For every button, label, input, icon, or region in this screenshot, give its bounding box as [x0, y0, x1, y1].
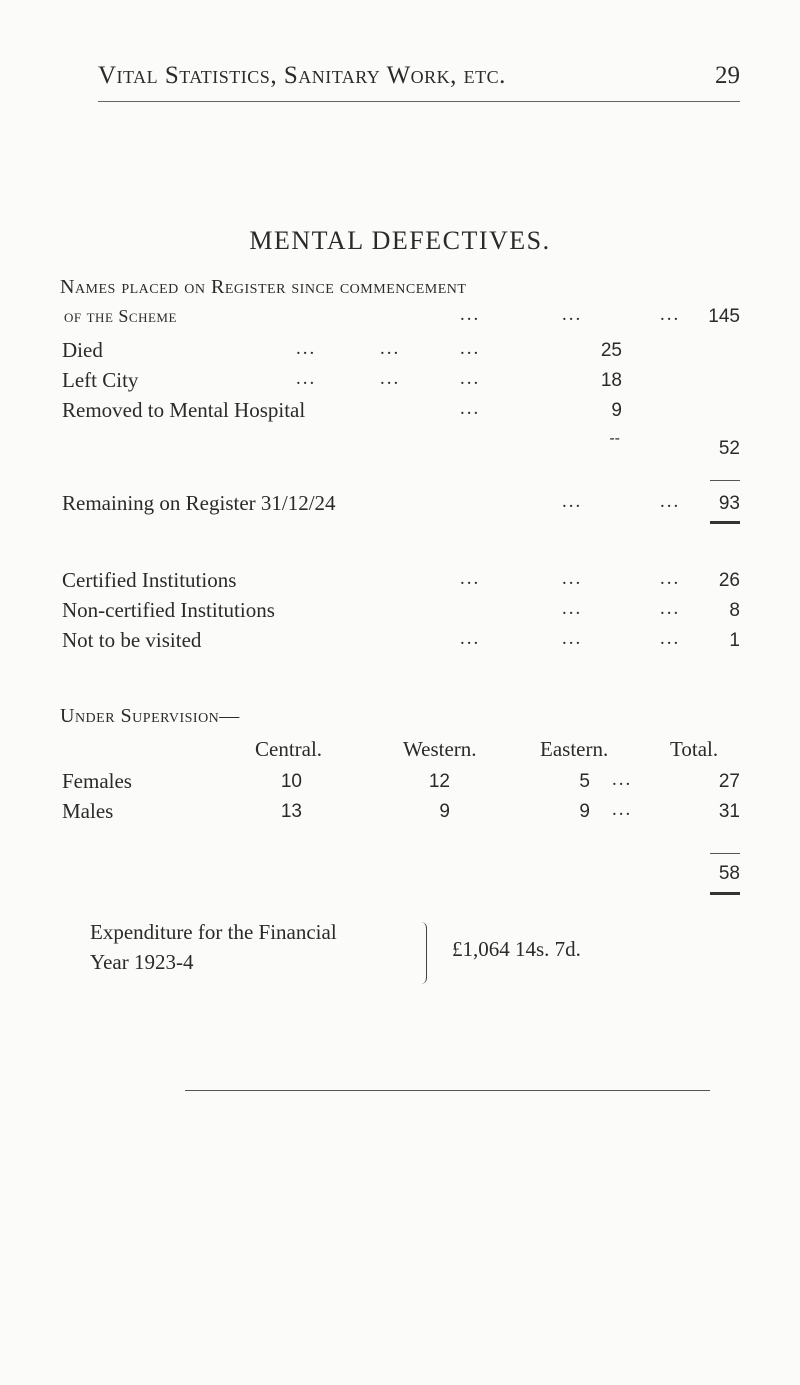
removals-subtotal-dash: --: [609, 430, 620, 447]
expenditure-label-line1: Expenditure for the Financial: [90, 920, 337, 944]
register-heading-line2: of the Scheme: [64, 306, 177, 326]
leader-dots: ...: [660, 598, 681, 619]
column-header-western: Western.: [403, 737, 477, 761]
leader-dots: ...: [660, 304, 681, 325]
leader-dots: ...: [460, 368, 481, 389]
leader-dots: ...: [562, 304, 583, 325]
leader-dots: ...: [562, 598, 583, 619]
institution-label-not-visited: Not to be visited: [62, 628, 202, 652]
leader-dots: ...: [612, 799, 633, 820]
supervision-heading: Under Supervision—: [60, 705, 240, 727]
leader-dots: ...: [380, 368, 401, 389]
remaining-label: Remaining on Register 31/12/24: [62, 491, 336, 515]
removal-value-left-city: 18: [600, 370, 622, 391]
institution-value-non-certified: 8: [729, 600, 740, 621]
cell-females-eastern: 5: [579, 771, 590, 792]
leader-dots: ...: [460, 628, 481, 649]
leader-dots: ...: [612, 769, 633, 790]
page-number: 29: [715, 62, 740, 89]
leader-dots: ...: [660, 628, 681, 649]
removal-label-left-city: Left City: [62, 368, 139, 392]
leader-dots: ...: [660, 491, 681, 512]
register-total-placed: 145: [708, 306, 740, 327]
cell-males-central: 13: [280, 801, 302, 822]
leader-dots: ...: [562, 491, 583, 512]
footer-rule: [185, 1090, 710, 1091]
remaining-value: 93: [718, 493, 740, 514]
leader-dots: ...: [296, 338, 317, 359]
leader-dots: ...: [562, 568, 583, 589]
cell-males-total: 31: [718, 801, 740, 822]
cell-males-eastern: 9: [579, 801, 590, 822]
row-label-males: Males: [62, 799, 114, 823]
expenditure-brace: [418, 922, 427, 984]
leader-dots: ...: [660, 568, 681, 589]
supervision-grand-total: 58: [718, 863, 740, 884]
cell-males-western: 9: [439, 801, 450, 822]
register-heading-line1: Names placed on Register since commencement: [60, 276, 467, 298]
expenditure-label-line2: Year 1923-4: [90, 950, 194, 974]
supervision-total-rule: [710, 853, 740, 854]
leader-dots: ...: [380, 338, 401, 359]
column-header-total: Total.: [670, 737, 719, 761]
cell-females-central: 10: [280, 771, 302, 792]
header-rule: [98, 101, 740, 102]
cell-females-western: 12: [428, 771, 450, 792]
leader-dots: ...: [562, 628, 583, 649]
leader-dots: ...: [460, 398, 481, 419]
leader-dots: ...: [460, 338, 481, 359]
institution-value-certified: 26: [718, 570, 740, 591]
remaining-value-rule: [710, 521, 740, 524]
leader-dots: ...: [460, 304, 481, 325]
row-label-females: Females: [62, 769, 132, 793]
removals-total-rule: [710, 480, 740, 481]
column-header-eastern: Eastern.: [540, 737, 609, 761]
column-header-central: Central.: [255, 737, 323, 761]
removal-label-died: Died: [62, 338, 103, 362]
removal-value-died: 25: [600, 340, 622, 361]
expenditure-amount: £1,064 14s. 7d.: [452, 937, 581, 961]
cell-females-total: 27: [718, 771, 740, 792]
leader-dots: ...: [460, 568, 481, 589]
institution-label-certified: Certified Institutions: [62, 568, 237, 592]
removal-value-mental-hospital: 9: [611, 400, 622, 421]
running-header-title: Vital Statistics, Sanitary Work, etc.: [98, 62, 506, 89]
grand-total-rule: [710, 892, 740, 895]
institution-value-not-visited: 1: [729, 630, 740, 651]
section-title: MENTAL DEFECTIVES.: [249, 226, 551, 255]
leader-dots: ...: [296, 368, 317, 389]
removals-total: 52: [718, 438, 740, 459]
removal-label-mental-hospital: Removed to Mental Hospital: [62, 398, 306, 422]
institution-label-non-certified: Non-certified Institutions: [62, 598, 275, 622]
